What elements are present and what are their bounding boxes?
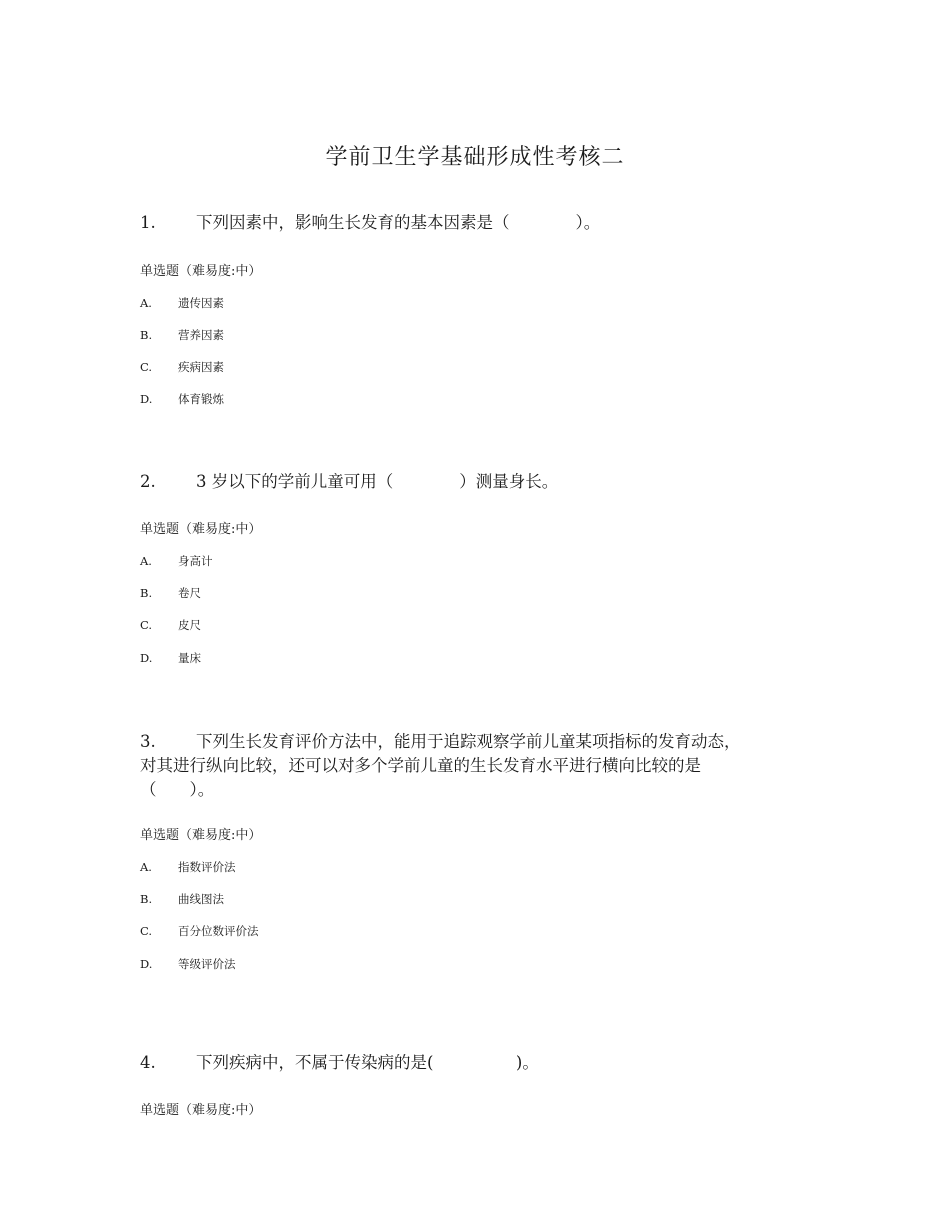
- question-text: 下列因素中，影响生长发育的基本因素是（ ）。: [196, 213, 601, 232]
- question-number: 1.: [140, 213, 156, 232]
- question-4-meta: 单选题（难易度:中）: [140, 1103, 262, 1118]
- page-title: 学前卫生学基础形成性考核二: [325, 145, 625, 170]
- question-1: [140, 211, 820, 234]
- question-3-option-c: C. 百分位数评价法: [140, 924, 259, 938]
- question-number: 4.: [140, 1053, 156, 1072]
- question-1-meta: 单选题（难易度:中）: [140, 264, 262, 279]
- question-3: [140, 730, 820, 753]
- question-3-line-3: （ ）。: [140, 780, 215, 799]
- question-2: [140, 470, 820, 493]
- question-2-meta: 单选题（难易度:中）: [140, 522, 262, 537]
- question-2-option-c: C. 皮尺: [140, 618, 201, 632]
- question-4: [140, 1051, 820, 1074]
- question-number: 3.: [140, 732, 156, 751]
- question-3-option-a: A. 指数评价法: [140, 860, 236, 874]
- question-3-option-d: D. 等级评价法: [140, 957, 236, 971]
- question-text: 3 岁以下的学前儿童可用（ ）测量身长。: [196, 472, 559, 491]
- question-1-option-c: C. 疾病因素: [140, 360, 224, 374]
- question-text: 下列疾病中，不属于传染病的是( )。: [196, 1053, 539, 1072]
- question-1-option-b: B. 营养因素: [140, 328, 224, 342]
- question-2-option-b: B. 卷尺: [140, 586, 201, 600]
- question-3-meta: 单选题（难易度:中）: [140, 828, 262, 843]
- question-text-line-1: 下列生长发育评价方法中，能用于追踪观察学前儿童某项指标的发育动态，: [196, 732, 741, 751]
- question-3-option-b: B. 曲线图法: [140, 892, 224, 906]
- question-3-line-2: 对其进行纵向比较，还可以对多个学前儿童的生长发育水平进行横向比较的是: [140, 756, 701, 775]
- question-2-option-d: D. 量床: [140, 651, 201, 665]
- question-1-option-a: A. 遗传因素: [140, 296, 224, 310]
- question-number: 2.: [140, 472, 156, 491]
- question-2-option-a: A. 身高计: [140, 554, 213, 568]
- question-1-option-d: D. 体育锻炼: [140, 392, 224, 406]
